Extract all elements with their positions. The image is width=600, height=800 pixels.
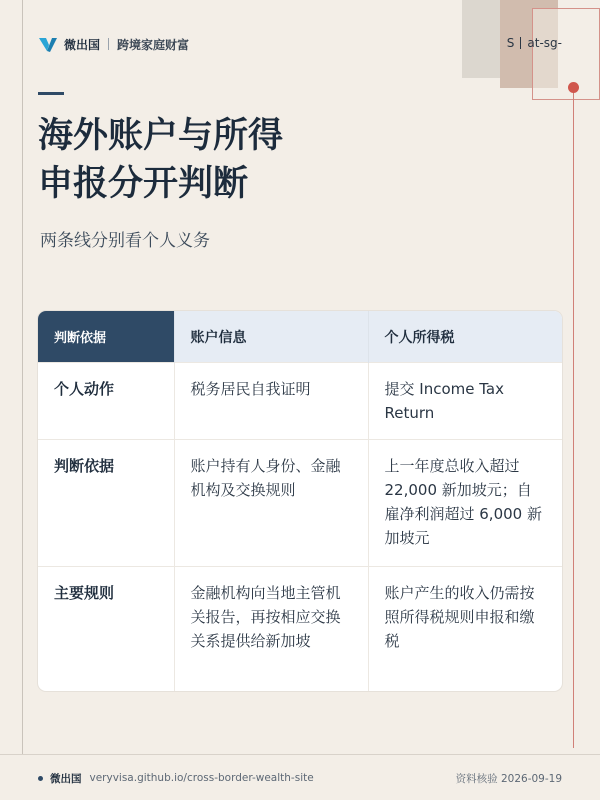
table-header-row: [38, 311, 562, 363]
footer-brand: 微出国: [50, 772, 82, 785]
brand-name: 微出国: [64, 37, 101, 52]
account-cell: 账户持有人身份、金融机构及交换规则: [174, 440, 368, 567]
title-accent-dash: [38, 92, 64, 95]
comparison-table: [38, 311, 562, 691]
comparison-table-card: [38, 311, 562, 691]
footer-url-link[interactable]: veryvisa.github.io/cross-border-wealth-site: [89, 772, 314, 784]
footer-divider: [0, 754, 600, 755]
header-cell-basis: 判断依据: [38, 311, 174, 363]
decor-red-dot: [568, 82, 579, 93]
footer-bar: [38, 770, 562, 786]
tax-cell: 上一年度总收入超过 22,000 新加坡元；自雇净利润超过 6,000 新加坡元: [368, 440, 562, 567]
page-title: [38, 112, 283, 208]
header-code-divider: [520, 37, 521, 49]
header-cell-account: 账户信息: [174, 311, 368, 363]
header-cell-tax: 个人所得税: [368, 311, 562, 363]
title-line-2: 申报分开判断: [38, 163, 249, 204]
page-subtitle: 两条线分别看个人义务: [40, 231, 210, 251]
check-v-logo-icon: [38, 35, 58, 53]
row-label: 个人动作: [38, 363, 174, 440]
row-label: 主要规则: [38, 567, 174, 692]
title-line-1: 海外账户与所得: [38, 115, 284, 156]
account-cell: 金融机构向当地主管机关报告，再按相应交换关系提供给新加坡: [174, 567, 368, 692]
tax-cell: 提交 Income Tax Return: [368, 363, 562, 440]
tax-cell: 账户产生的收入仍需按照所得税规则申报和缴税: [368, 567, 562, 692]
decor-outline-frame: [532, 8, 600, 100]
table-row: [38, 363, 562, 440]
header-tagline: 跨境家庭财富: [117, 37, 190, 52]
header-code: [507, 36, 562, 50]
table-row: [38, 567, 562, 692]
header-code-label: at-sg-: [527, 36, 562, 50]
table-row: [38, 440, 562, 567]
decor-red-line: [573, 88, 574, 748]
header-bar: [38, 34, 189, 54]
dot-icon: [38, 776, 43, 781]
left-guide-line: [22, 0, 23, 754]
row-label: 判断依据: [38, 440, 174, 567]
account-cell: 税务居民自我证明: [174, 363, 368, 440]
header-s-label: S: [506, 36, 515, 50]
header-divider: [108, 38, 109, 50]
footer-date-note: 资料核验 2026-09-19: [455, 772, 562, 785]
